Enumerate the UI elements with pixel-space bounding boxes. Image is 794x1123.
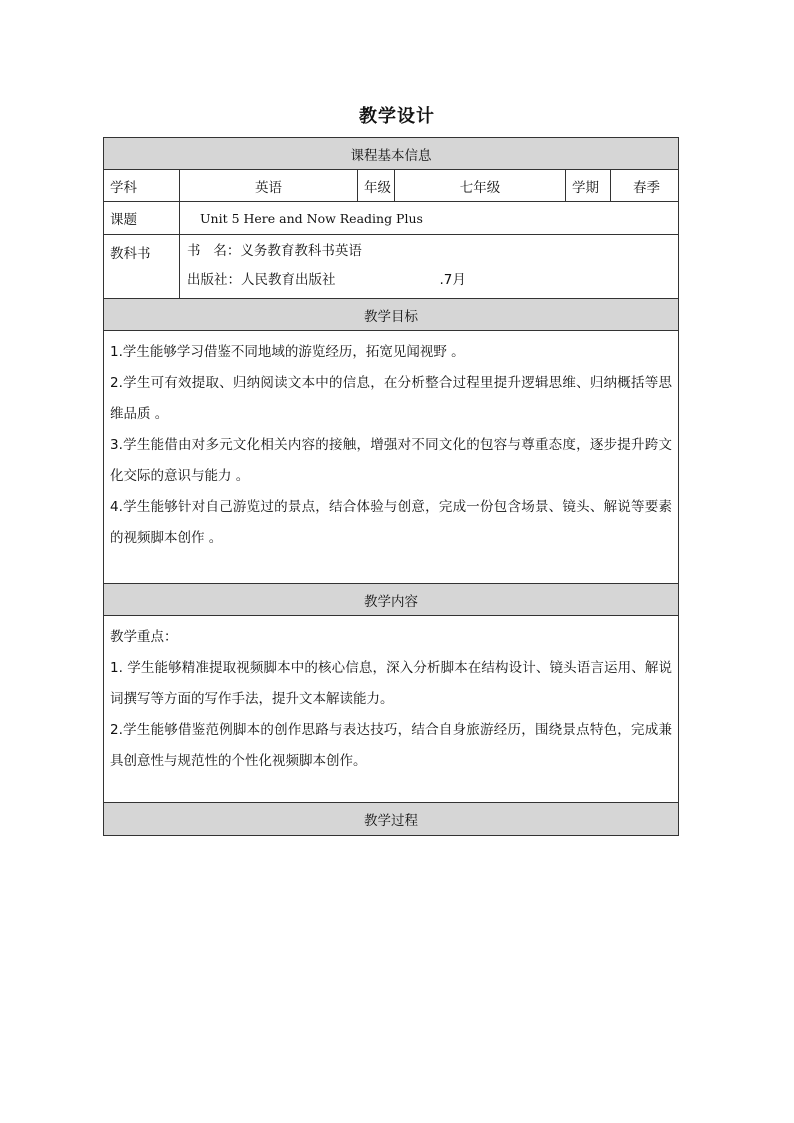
content-row: [104, 616, 678, 803]
objective-item: 4.学生能够针对自己游览过的景点，结合体验与创意，完成一份包含场景、镜头、解说等要素的视频脚本创作 。: [110, 499, 672, 546]
objectives-header: [104, 299, 678, 331]
objectives-header-label: 教学目标: [364, 308, 418, 325]
objective-item: 3.学生能借由对多元文化相关内容的接触，增强对不同文化的包容与尊重态度，逐步提升跨文化交际的意识与能力 。: [110, 437, 672, 484]
topic-label: 课题: [104, 202, 180, 234]
subject-row: [104, 170, 678, 202]
content-header-label: 教学内容: [364, 593, 418, 610]
term-label: 学期: [566, 170, 611, 201]
focus-label: 教学重点：: [110, 629, 178, 645]
objective-item: 2.学生可有效提取、归纳阅读文本中的信息，在分析整合过程里提升逻辑思维、归纳概括等思维品质 。: [110, 375, 672, 422]
focus-item: 1. 学生能够精准提取视频脚本中的核心信息，深入分析脚本在结构设计、镜头语言运用、解说词撰写等方面的写作手法，提升文本解读能力。: [110, 660, 672, 707]
term-value: 春季: [633, 179, 660, 196]
publish-date: .7月: [439, 271, 466, 288]
textbook-details: [180, 235, 678, 298]
grade-value: 七年级: [395, 170, 566, 201]
publisher-line: [187, 270, 466, 299]
topic-row: [104, 202, 678, 235]
process-header: [104, 803, 678, 835]
textbook-row: [104, 235, 678, 299]
content-header: [104, 584, 678, 616]
textbook-label: 教科书: [104, 235, 180, 298]
content-body: [104, 616, 678, 802]
grade-label: 年级: [358, 170, 395, 201]
subject-value: 英语: [180, 170, 358, 201]
objective-item: 1.学生能够学习借鉴不同地域的游览经历，拓宽见闻视野 。: [110, 344, 465, 360]
publisher-text: 出版社：人民教育出版社: [187, 271, 336, 288]
lesson-plan-table: [103, 137, 679, 836]
objectives-body: [104, 331, 678, 583]
basic-info-header: [104, 138, 678, 170]
document-title: 教学设计: [359, 106, 435, 127]
book-name-line: 书 名：义务教育教科书英语: [187, 243, 362, 259]
basic-info-header-label: 课程基本信息: [350, 147, 432, 164]
topic-value: Unit 5 Here and Now Reading Plus: [200, 210, 423, 226]
process-header-label: 教学过程: [364, 813, 418, 829]
objectives-row: [104, 331, 678, 584]
focus-item: 2.学生能够借鉴范例脚本的创作思路与表达技巧，结合自身旅游经历，围绕景点特色，完成兼具创意性与规范性的个性化视频脚本创作。: [110, 722, 672, 769]
subject-label: 学科: [104, 170, 180, 201]
